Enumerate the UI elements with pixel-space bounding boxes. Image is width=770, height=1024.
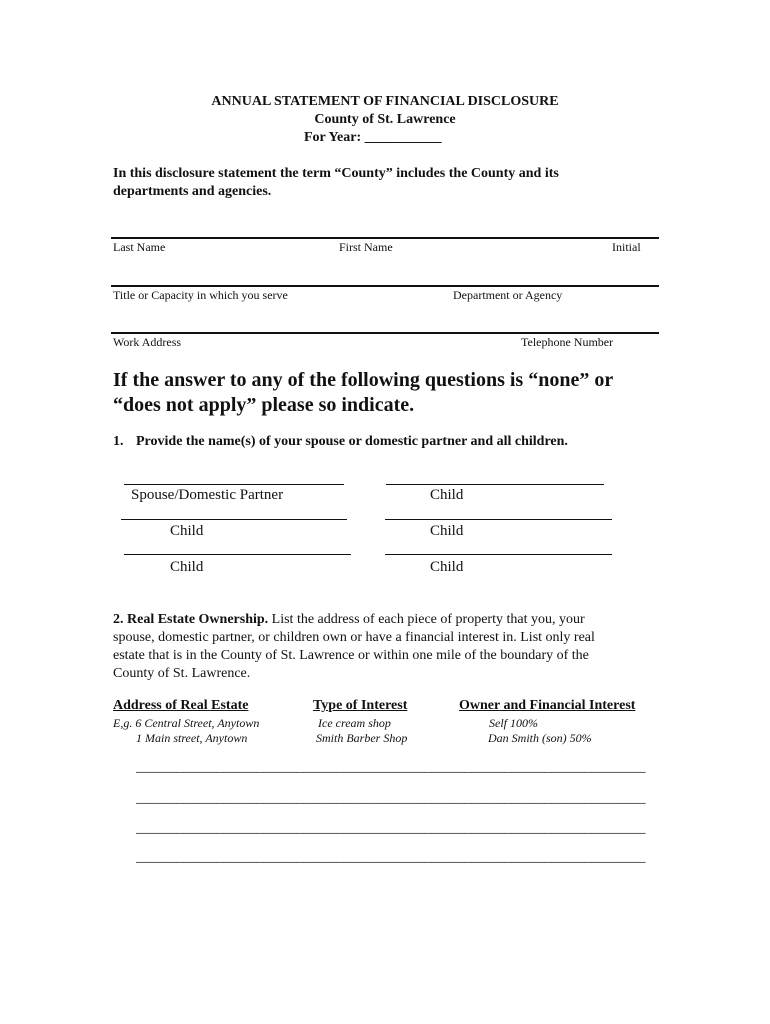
col-owner-header: Owner and Financial Interest [459, 698, 636, 713]
first-name-label: First Name [339, 240, 393, 254]
child-label-2: Child [170, 523, 204, 539]
child-line-3[interactable] [385, 519, 612, 520]
name-row-rule [111, 237, 659, 239]
example-address-1: E,g. 6 Central Street, Anytown [113, 716, 260, 730]
child-label-4: Child [170, 559, 204, 575]
form-title: ANNUAL STATEMENT OF FINANCIAL DISCLOSURE [211, 94, 559, 109]
q2-line-4: County of St. Lawrence. [113, 666, 251, 681]
q2-text-1: List the address of each piece of property that you, your [271, 612, 585, 627]
q1-number: 1. [113, 434, 124, 449]
year-blank: ___________ [364, 130, 442, 145]
real-estate-entry-line-2[interactable]: ____________________________________________________________________________ [136, 791, 646, 806]
example-owner-2: Dan Smith (son) 50% [488, 731, 592, 745]
col-address-header: Address of Real Estate [113, 698, 249, 713]
real-estate-entry-line-4[interactable]: ____________________________________________________________________________ [136, 850, 646, 865]
year-label: For Year: [304, 130, 362, 145]
example-owner-1: Self 100% [489, 716, 538, 730]
child-label-3: Child [430, 523, 464, 539]
work-address-label: Work Address [113, 335, 182, 349]
example-type-2: Smith Barber Shop [316, 731, 408, 745]
county-name: County of St. Lawrence [314, 112, 456, 127]
q2-heading: Real Estate Ownership. [127, 612, 269, 627]
spouse-line[interactable] [124, 484, 344, 485]
col-type-header: Type of Interest [313, 698, 408, 713]
telephone-label: Telephone Number [521, 335, 614, 349]
address-row-rule [111, 332, 659, 334]
q2-line-1 [113, 612, 585, 628]
q1-text: Provide the name(s) of your spouse or domestic partner and all children. [136, 434, 568, 449]
child-label-5: Child [430, 559, 464, 575]
q2-number: 2. [113, 612, 124, 627]
department-label: Department or Agency [453, 288, 563, 302]
year-field[interactable] [304, 130, 442, 146]
child-line-1[interactable] [386, 484, 604, 485]
initial-label: Initial [612, 240, 641, 254]
example-address-2: 1 Main street, Anytown [136, 731, 248, 745]
child-line-5[interactable] [385, 554, 612, 555]
q2-line-2: spouse, domestic partner, or children own or have a financial interest in. List only real [113, 630, 595, 645]
child-line-2[interactable] [121, 519, 347, 520]
child-label-1: Child [430, 487, 464, 503]
notice-line-2: “does not apply” please so indicate. [113, 394, 415, 416]
q2-line-3: estate that is in the County of St. Lawrence or within one mile of the boundary of the [113, 648, 589, 663]
spouse-label: Spouse/Domestic Partner [131, 487, 284, 503]
intro-line-1: In this disclosure statement the term “County” includes the County and its [113, 166, 559, 181]
child-line-4[interactable] [124, 554, 351, 555]
notice-line-1: If the answer to any of the following questions is “none” or [113, 369, 614, 391]
example-type-1: Ice cream shop [318, 716, 391, 730]
real-estate-entry-line-3[interactable]: ____________________________________________________________________________ [136, 821, 646, 836]
intro-line-2: departments and agencies. [113, 184, 272, 199]
real-estate-entry-line-1[interactable]: ____________________________________________________________________________ [136, 760, 646, 775]
title-row-rule [111, 285, 659, 287]
title-capacity-label: Title or Capacity in which you serve [113, 288, 288, 302]
last-name-label: Last Name [113, 240, 166, 254]
